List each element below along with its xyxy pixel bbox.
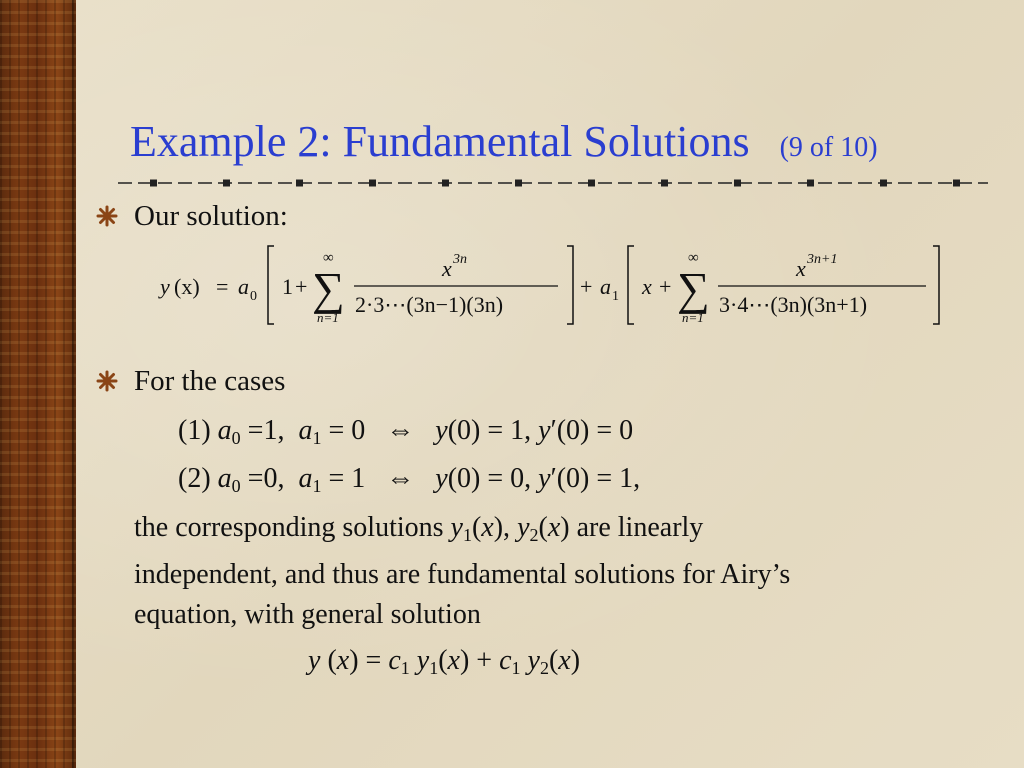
gs-open: ( xyxy=(320,645,337,676)
general-solution: y $(x) = c_1$ $y_1(x) + c_1$ $y_2(x)$ xyxy=(308,645,581,678)
case-a0-value: =1, xyxy=(240,415,285,446)
case-label: (1) xyxy=(178,415,218,446)
case-1: (1) $a_0 =1$, $a_1 = 0$ ⇔ y(0) = 1, y′(0) = 0 xyxy=(178,415,634,448)
eq-a1: a xyxy=(600,274,611,299)
paragraph-line-2: independent, and thus are fundamental solutions for Airy’s xyxy=(134,559,791,590)
den2: 3·4⋯(3n)(3n+1) xyxy=(719,292,868,317)
eq-lhs-arg: (x) xyxy=(174,274,200,299)
gs-eq: ) = xyxy=(349,645,389,676)
gs-y: y xyxy=(308,645,321,676)
paragraph-text-b: are linearly xyxy=(569,512,704,543)
eq-lhs-y: y xyxy=(160,274,170,299)
num2-base: x xyxy=(796,256,806,281)
eq-a0-sub: 0 xyxy=(250,289,257,304)
asterisk-bullet-icon xyxy=(96,205,118,227)
eq-one: 1 xyxy=(282,274,293,299)
explanation-paragraph xyxy=(134,508,964,635)
num2-exp: 3n+1 xyxy=(807,252,838,267)
case-label: (2) xyxy=(178,463,218,494)
eq-a0: a xyxy=(238,274,249,299)
eq-plus-3: + xyxy=(659,274,672,299)
asterisk-bullet-icon xyxy=(96,370,118,392)
case-a0-value: =0, xyxy=(240,463,285,494)
series-solution-equation xyxy=(150,236,970,336)
case-a1-value: = 0 xyxy=(321,415,366,446)
eq-plus-1: + xyxy=(295,274,308,299)
gs-plus: + xyxy=(469,645,500,676)
iff-symbol: ⇔ xyxy=(386,463,415,494)
sum-symbol-2: ∑ xyxy=(677,263,710,314)
paragraph-text-a: the corresponding solutions xyxy=(134,512,451,543)
eq-plus-2: + xyxy=(580,274,593,299)
bullet-text: For the cases xyxy=(134,365,286,397)
decorative-side-strip xyxy=(0,0,76,768)
eq-a1-sub: 1 xyxy=(612,289,619,304)
title-main: Example 2: Fundamental Solutions xyxy=(130,117,750,166)
case-a1-value: = 1 xyxy=(321,463,366,494)
sum-bottom-1: n=1 xyxy=(317,310,339,325)
title-page-indicator: (9 of 10) xyxy=(779,132,878,163)
sum-bottom-2: n=1 xyxy=(682,310,704,325)
sum-top-2: ∞ xyxy=(688,250,699,266)
initial-condition-y: (0) = 1, xyxy=(447,415,539,446)
iff-symbol: ⇔ xyxy=(386,415,415,446)
case-2: (2) $a_0 =0$, $a_1 = 1$ ⇔ y(0) = 0, y′(0) = 1, xyxy=(178,463,641,496)
initial-condition-yprime: (0) = 0 xyxy=(556,415,634,446)
sum-top-1: ∞ xyxy=(323,250,334,266)
num1-exp: 3n xyxy=(453,252,467,267)
paragraph-line-1: the corresponding solutions $y_1(x)$, $y_2(x)$ are linearly xyxy=(134,512,704,545)
eq-equals: = xyxy=(216,274,229,299)
initial-condition-yprime: (0) = 1, xyxy=(556,463,641,494)
slide-title xyxy=(130,114,990,174)
num1-base: x xyxy=(442,256,452,281)
paragraph-line-3: equation, with general solution xyxy=(134,599,481,630)
title-divider xyxy=(118,177,988,189)
den1: 2·3⋯(3n−1)(3n) xyxy=(355,292,504,317)
eq-x: x xyxy=(642,274,652,299)
bullet-text: Our solution: xyxy=(134,200,288,232)
initial-condition-y: (0) = 0, xyxy=(447,463,539,494)
sum-symbol-1: ∑ xyxy=(312,263,345,314)
